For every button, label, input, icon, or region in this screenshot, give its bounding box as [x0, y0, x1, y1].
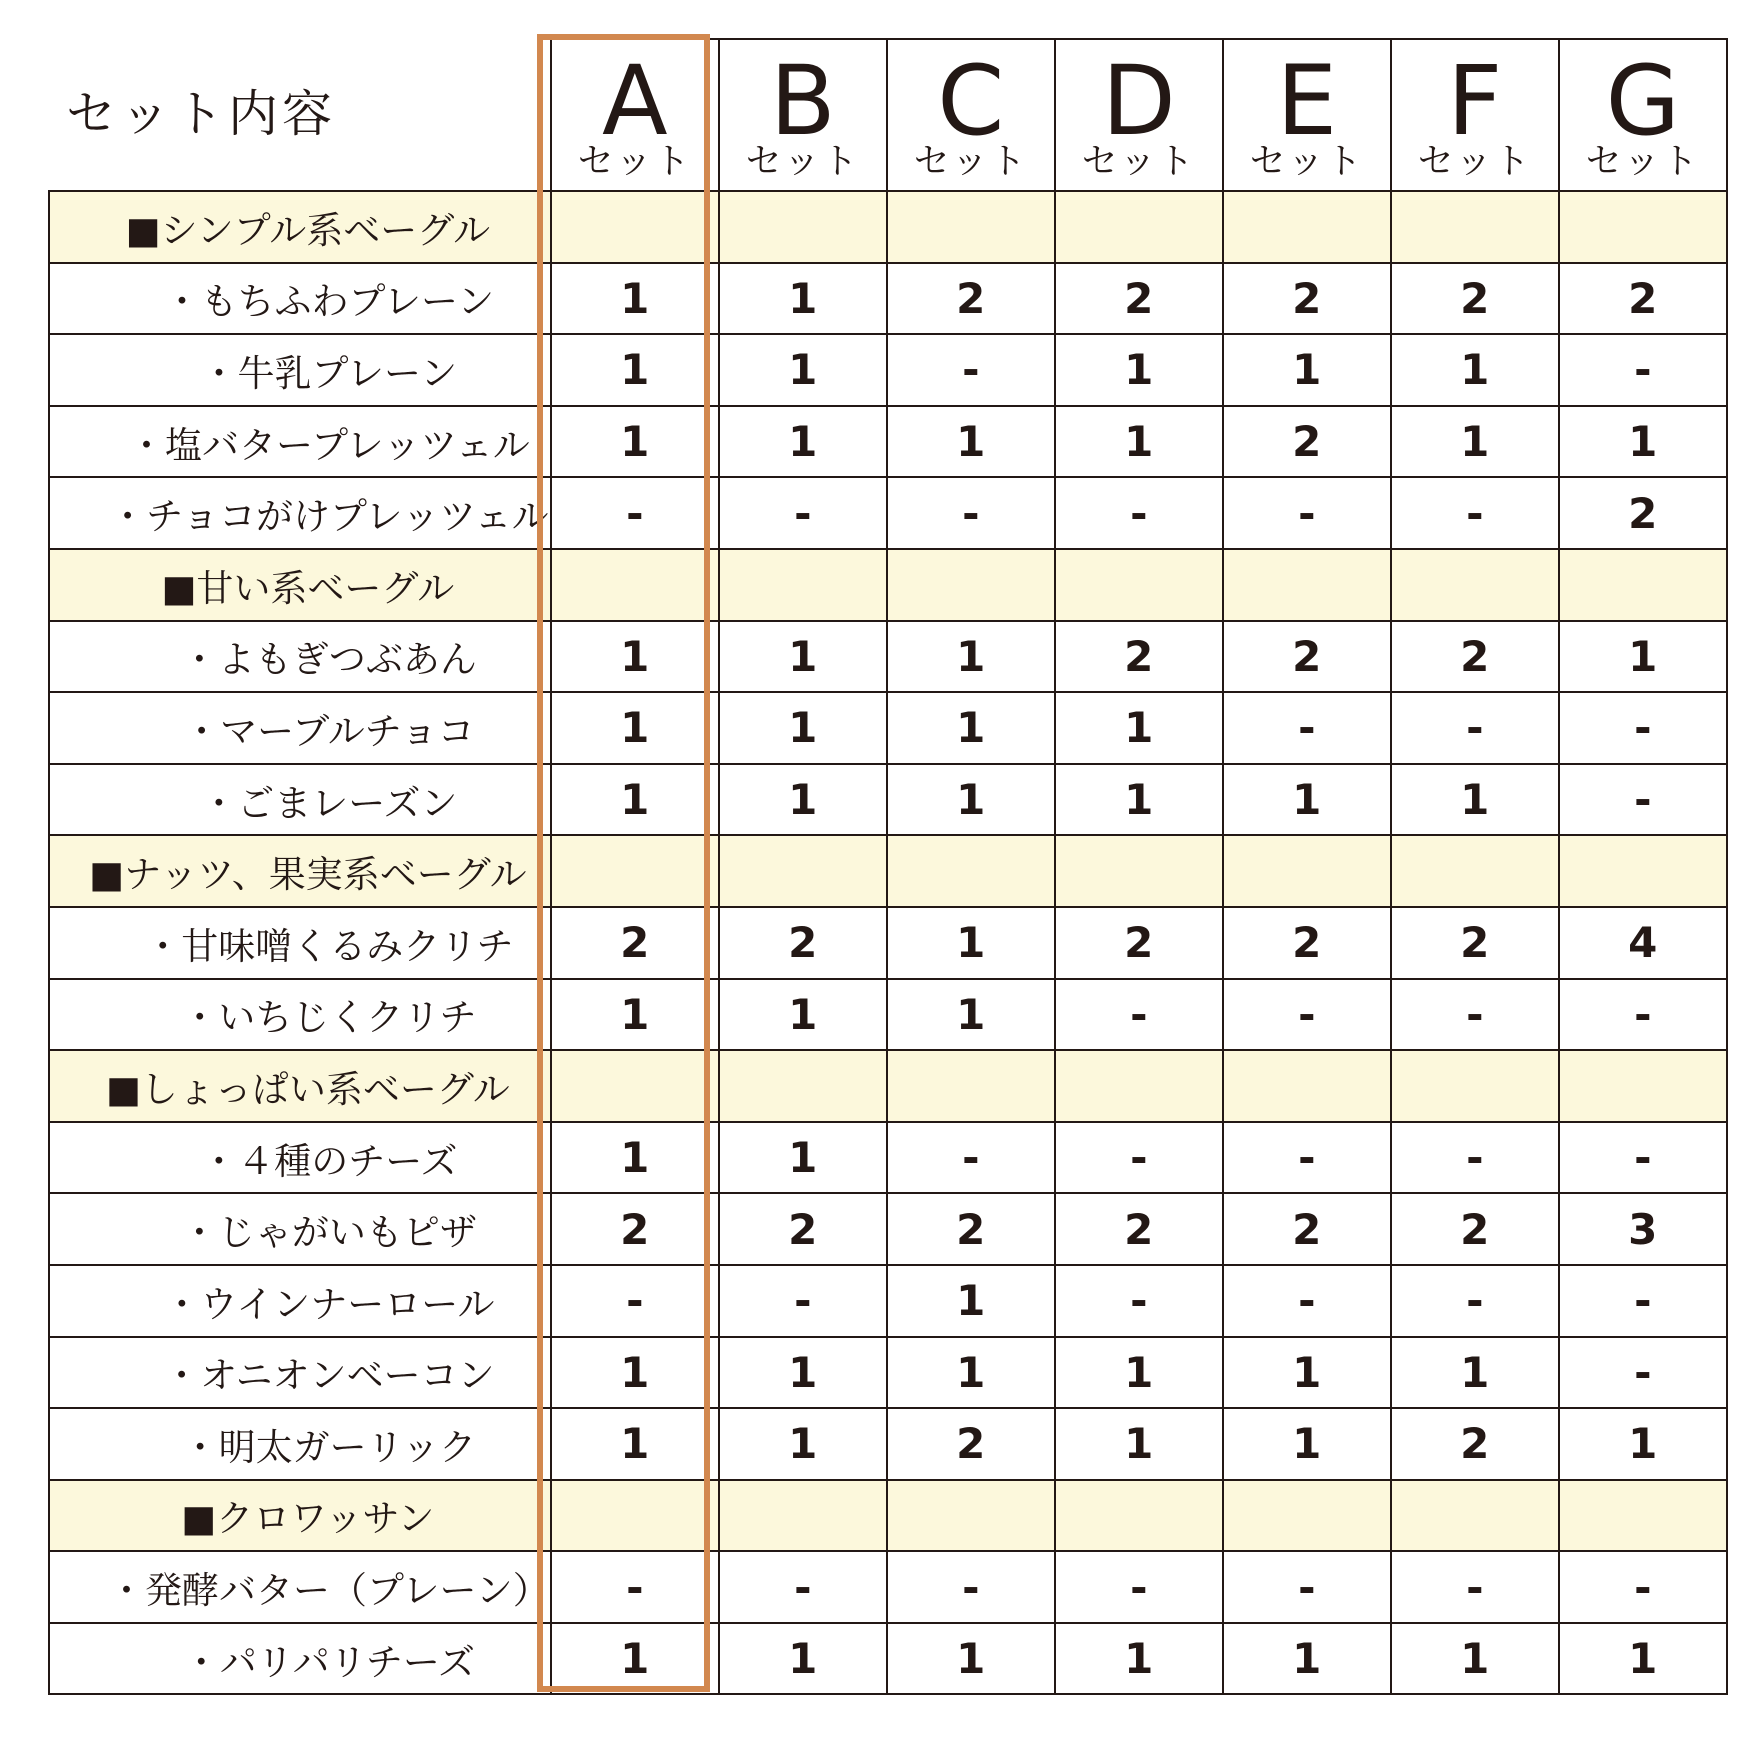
- table-row: [49, 263, 1727, 335]
- category-row: [49, 549, 1727, 621]
- category-row: [49, 835, 1727, 907]
- set-suffix: セット: [913, 141, 1028, 182]
- set-suffix: セット: [1249, 141, 1364, 182]
- category-fill-cell: [1055, 191, 1223, 263]
- category-fill-cell: [1391, 191, 1559, 263]
- quantity-cell-c: -: [887, 334, 1055, 406]
- quantity-cell-f: -: [1391, 1551, 1559, 1623]
- category-fill-cell: [1391, 835, 1559, 907]
- quantity-cell-b: 1: [719, 1623, 887, 1695]
- item-label: ・もちふわプレーン: [49, 263, 551, 335]
- category-fill-cell: [887, 1050, 1055, 1122]
- category-fill-cell: [1055, 1050, 1223, 1122]
- category-fill-cell: [551, 191, 719, 263]
- table-row: [49, 621, 1727, 693]
- quantity-cell-g: 1: [1559, 406, 1727, 478]
- category-row: [49, 1050, 1727, 1122]
- quantity-cell-c: 1: [887, 692, 1055, 764]
- quantity-cell-f: -: [1391, 692, 1559, 764]
- quantity-cell-d: 2: [1055, 621, 1223, 693]
- category-fill-cell: [1055, 549, 1223, 621]
- quantity-cell-a: -: [551, 1265, 719, 1337]
- set-header-f: [1391, 39, 1559, 191]
- quantity-cell-a: 2: [551, 1193, 719, 1265]
- category-fill-cell: [1223, 835, 1391, 907]
- quantity-cell-b: 1: [719, 1337, 887, 1409]
- quantity-cell-g: 1: [1559, 1623, 1727, 1695]
- category-fill-cell: [1391, 549, 1559, 621]
- quantity-cell-e: -: [1223, 1265, 1391, 1337]
- quantity-cell-d: -: [1055, 1265, 1223, 1337]
- quantity-cell-c: 1: [887, 621, 1055, 693]
- table-row: [49, 764, 1727, 836]
- quantity-cell-b: 1: [719, 1122, 887, 1194]
- set-suffix: セット: [745, 141, 860, 182]
- item-label: ・牛乳プレーン: [49, 334, 551, 406]
- item-label: ・パリパリチーズ: [49, 1623, 551, 1695]
- quantity-cell-f: -: [1391, 1122, 1559, 1194]
- table-row: [49, 1337, 1727, 1409]
- set-letter: G: [1605, 45, 1680, 157]
- quantity-cell-a: 2: [551, 907, 719, 979]
- quantity-cell-d: -: [1055, 1551, 1223, 1623]
- item-label: ・明太ガーリック: [49, 1408, 551, 1480]
- table-row: [49, 477, 1727, 549]
- category-fill-cell: [1223, 1050, 1391, 1122]
- item-label: ・ごまレーズン: [49, 764, 551, 836]
- quantity-cell-e: 1: [1223, 1408, 1391, 1480]
- table-row: [49, 334, 1727, 406]
- quantity-cell-d: 1: [1055, 1408, 1223, 1480]
- category-fill-cell: [551, 1480, 719, 1552]
- set-header-c: [887, 39, 1055, 191]
- quantity-cell-b: 1: [719, 263, 887, 335]
- page-title: セット内容: [66, 85, 336, 143]
- category-fill-cell: [1223, 1480, 1391, 1552]
- table-row: [49, 406, 1727, 478]
- quantity-cell-b: 1: [719, 1408, 887, 1480]
- quantity-cell-c: 1: [887, 907, 1055, 979]
- quantity-cell-b: 1: [719, 621, 887, 693]
- quantity-cell-c: -: [887, 477, 1055, 549]
- quantity-cell-a: 1: [551, 764, 719, 836]
- set-letter: C: [937, 45, 1005, 157]
- quantity-cell-f: 1: [1391, 1623, 1559, 1695]
- category-fill-cell: [887, 1480, 1055, 1552]
- quantity-cell-d: 1: [1055, 1337, 1223, 1409]
- quantity-cell-c: 1: [887, 1265, 1055, 1337]
- quantity-cell-e: -: [1223, 979, 1391, 1051]
- set-suffix: セット: [1417, 141, 1532, 182]
- quantity-cell-d: 2: [1055, 907, 1223, 979]
- category-fill-cell: [1223, 191, 1391, 263]
- quantity-cell-f: 1: [1391, 334, 1559, 406]
- quantity-cell-f: 2: [1391, 263, 1559, 335]
- set-suffix: セット: [1081, 141, 1196, 182]
- quantity-cell-a: -: [551, 1551, 719, 1623]
- category-fill-cell: [1559, 1480, 1727, 1552]
- quantity-cell-d: 1: [1055, 406, 1223, 478]
- category-fill-cell: [1391, 1480, 1559, 1552]
- set-letter: B: [769, 45, 836, 157]
- quantity-cell-a: 1: [551, 1623, 719, 1695]
- category-fill-cell: [1223, 549, 1391, 621]
- quantity-cell-c: -: [887, 1551, 1055, 1623]
- quantity-cell-a: 1: [551, 263, 719, 335]
- quantity-cell-d: 2: [1055, 263, 1223, 335]
- table-body: [49, 191, 1727, 1694]
- quantity-cell-c: -: [887, 1122, 1055, 1194]
- quantity-cell-e: -: [1223, 1122, 1391, 1194]
- item-label: ・じゃがいもピザ: [49, 1193, 551, 1265]
- quantity-cell-f: -: [1391, 477, 1559, 549]
- set-header-d: [1055, 39, 1223, 191]
- quantity-cell-f: 2: [1391, 1408, 1559, 1480]
- item-label: ・マーブルチョコ: [49, 692, 551, 764]
- quantity-cell-a: 1: [551, 1122, 719, 1194]
- table-row: [49, 1265, 1727, 1337]
- category-label: ■しょっぱい系ベーグル: [49, 1050, 551, 1122]
- quantity-cell-g: 1: [1559, 621, 1727, 693]
- quantity-cell-b: 1: [719, 979, 887, 1051]
- category-label: ■ナッツ、果実系ベーグル: [49, 835, 551, 907]
- quantity-cell-b: 2: [719, 907, 887, 979]
- set-header-b: [719, 39, 887, 191]
- category-fill-cell: [551, 1050, 719, 1122]
- quantity-cell-e: 2: [1223, 263, 1391, 335]
- quantity-cell-b: 2: [719, 1193, 887, 1265]
- category-row: [49, 191, 1727, 263]
- quantity-cell-e: 1: [1223, 1337, 1391, 1409]
- quantity-cell-b: 1: [719, 334, 887, 406]
- category-fill-cell: [551, 549, 719, 621]
- set-header-a: [551, 39, 719, 191]
- quantity-cell-a: 1: [551, 1408, 719, 1480]
- quantity-cell-d: -: [1055, 1122, 1223, 1194]
- category-label: ■シンプル系ベーグル: [49, 191, 551, 263]
- set-header-e: [1223, 39, 1391, 191]
- quantity-cell-b: -: [719, 1265, 887, 1337]
- set-letter: D: [1101, 45, 1176, 157]
- table-row: [49, 1193, 1727, 1265]
- quantity-cell-e: -: [1223, 1551, 1391, 1623]
- quantity-cell-f: 2: [1391, 907, 1559, 979]
- quantity-cell-c: 1: [887, 1623, 1055, 1695]
- quantity-cell-e: 2: [1223, 907, 1391, 979]
- set-letter: E: [1276, 45, 1338, 157]
- table-row: [49, 979, 1727, 1051]
- category-fill-cell: [719, 549, 887, 621]
- quantity-cell-f: 1: [1391, 406, 1559, 478]
- quantity-cell-g: -: [1559, 334, 1727, 406]
- quantity-cell-g: -: [1559, 1122, 1727, 1194]
- quantity-cell-d: 1: [1055, 1623, 1223, 1695]
- quantity-cell-f: -: [1391, 1265, 1559, 1337]
- table-row: [49, 907, 1727, 979]
- category-fill-cell: [1391, 1050, 1559, 1122]
- item-label: ・甘味噌くるみクリチ: [49, 907, 551, 979]
- item-label: ・発酵バター（プレーン）: [49, 1551, 551, 1623]
- item-label: ・よもぎつぶあん: [49, 621, 551, 693]
- quantity-cell-f: 2: [1391, 621, 1559, 693]
- quantity-cell-a: 1: [551, 1337, 719, 1409]
- quantity-cell-a: -: [551, 477, 719, 549]
- item-label: ・いちじくクリチ: [49, 979, 551, 1051]
- quantity-cell-d: -: [1055, 477, 1223, 549]
- quantity-cell-b: 1: [719, 406, 887, 478]
- quantity-cell-d: -: [1055, 979, 1223, 1051]
- quantity-cell-e: -: [1223, 692, 1391, 764]
- set-letter: A: [601, 45, 668, 157]
- category-fill-cell: [719, 1480, 887, 1552]
- quantity-cell-c: 1: [887, 764, 1055, 836]
- quantity-cell-f: 1: [1391, 764, 1559, 836]
- category-fill-cell: [1559, 191, 1727, 263]
- item-label: ・塩バタープレッツェル: [49, 406, 551, 478]
- quantity-cell-e: 1: [1223, 764, 1391, 836]
- category-label: ■甘い系ベーグル: [49, 549, 551, 621]
- quantity-cell-c: 1: [887, 1337, 1055, 1409]
- category-fill-cell: [719, 191, 887, 263]
- category-fill-cell: [1055, 1480, 1223, 1552]
- item-label: ・４種のチーズ: [49, 1122, 551, 1194]
- quantity-cell-c: 1: [887, 979, 1055, 1051]
- quantity-cell-a: 1: [551, 621, 719, 693]
- set-header-row: [49, 39, 1727, 191]
- category-fill-cell: [887, 191, 1055, 263]
- set-suffix: セット: [577, 141, 692, 182]
- quantity-cell-d: 2: [1055, 1193, 1223, 1265]
- quantity-cell-g: -: [1559, 979, 1727, 1051]
- quantity-cell-g: -: [1559, 1551, 1727, 1623]
- quantity-cell-f: -: [1391, 979, 1559, 1051]
- quantity-cell-g: 4: [1559, 907, 1727, 979]
- quantity-cell-f: 1: [1391, 1337, 1559, 1409]
- category-fill-cell: [719, 1050, 887, 1122]
- set-letter: F: [1447, 45, 1503, 157]
- category-fill-cell: [1055, 835, 1223, 907]
- quantity-cell-d: 1: [1055, 692, 1223, 764]
- category-fill-cell: [551, 835, 719, 907]
- category-label: ■クロワッサン: [49, 1480, 551, 1552]
- item-label: ・チョコがけプレッツェル: [49, 477, 551, 549]
- category-fill-cell: [887, 549, 1055, 621]
- quantity-cell-g: 3: [1559, 1193, 1727, 1265]
- quantity-cell-f: 2: [1391, 1193, 1559, 1265]
- item-label: ・オニオンベーコン: [49, 1337, 551, 1409]
- quantity-cell-g: 2: [1559, 477, 1727, 549]
- quantity-cell-c: 1: [887, 406, 1055, 478]
- quantity-cell-e: 2: [1223, 406, 1391, 478]
- quantity-cell-c: 2: [887, 1408, 1055, 1480]
- header-corner: [49, 39, 551, 191]
- item-label: ・ウインナーロール: [49, 1265, 551, 1337]
- quantity-cell-g: 1: [1559, 1408, 1727, 1480]
- category-fill-cell: [1559, 835, 1727, 907]
- quantity-cell-e: 2: [1223, 621, 1391, 693]
- quantity-cell-a: 1: [551, 979, 719, 1051]
- quantity-cell-g: -: [1559, 692, 1727, 764]
- quantity-cell-e: 1: [1223, 334, 1391, 406]
- quantity-cell-c: 2: [887, 263, 1055, 335]
- set-suffix: セット: [1585, 141, 1700, 182]
- quantity-cell-e: 2: [1223, 1193, 1391, 1265]
- quantity-cell-d: 1: [1055, 764, 1223, 836]
- quantity-cell-g: 2: [1559, 263, 1727, 335]
- table-row: [49, 1551, 1727, 1623]
- category-row: [49, 1480, 1727, 1552]
- set-contents-table: [48, 38, 1728, 1695]
- set-header-g: [1559, 39, 1727, 191]
- quantity-cell-b: 1: [719, 692, 887, 764]
- category-fill-cell: [1559, 549, 1727, 621]
- quantity-cell-g: -: [1559, 1337, 1727, 1409]
- quantity-cell-c: 2: [887, 1193, 1055, 1265]
- quantity-cell-b: -: [719, 1551, 887, 1623]
- table-row: [49, 1623, 1727, 1695]
- quantity-cell-g: -: [1559, 1265, 1727, 1337]
- quantity-cell-b: 1: [719, 764, 887, 836]
- category-fill-cell: [887, 835, 1055, 907]
- quantity-cell-e: 1: [1223, 1623, 1391, 1695]
- quantity-cell-g: -: [1559, 764, 1727, 836]
- table-row: [49, 1122, 1727, 1194]
- quantity-cell-d: 1: [1055, 334, 1223, 406]
- quantity-cell-a: 1: [551, 406, 719, 478]
- table-row: [49, 692, 1727, 764]
- category-fill-cell: [719, 835, 887, 907]
- category-fill-cell: [1559, 1050, 1727, 1122]
- quantity-cell-e: -: [1223, 477, 1391, 549]
- quantity-cell-b: -: [719, 477, 887, 549]
- quantity-cell-a: 1: [551, 692, 719, 764]
- table-row: [49, 1408, 1727, 1480]
- quantity-cell-a: 1: [551, 334, 719, 406]
